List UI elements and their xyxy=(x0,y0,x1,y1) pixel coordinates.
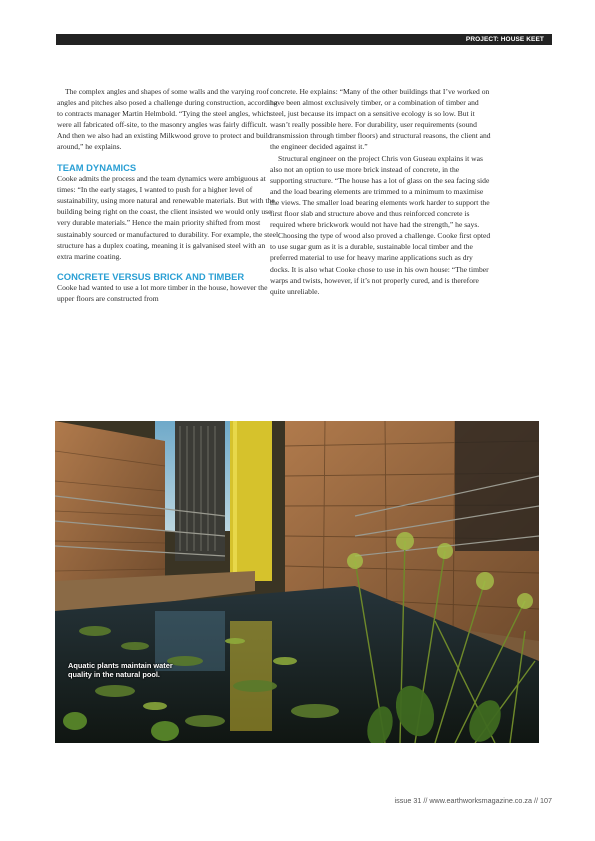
footer-separator: // xyxy=(532,796,540,805)
right-column xyxy=(270,86,492,297)
pool-photo xyxy=(55,421,539,743)
issue-number: issue 31 xyxy=(394,796,422,805)
left-column xyxy=(57,86,279,305)
website-link[interactable]: www.earthworksmagazine.co.za xyxy=(429,796,532,805)
paragraph: The complex angles and shapes of some walls and the varying roof angles and pitches also posed a challenge during construction, according to contracts manager Martin Helmbold. “Tying the steel angles, which were all fabricated off-site, to the masonry angles was fairly difficult. And then we also had an existing Milkwood grove to protect and build around,” he explains. xyxy=(57,87,278,152)
page-footer xyxy=(395,796,552,805)
section-heading: CONCRETE VERSUS BRICK AND TIMBER xyxy=(57,270,245,282)
paragraph: Choosing the type of wood also proved a challenge. Cooke first opted to use sugar gum as it is a durable, sustainable local timber and the preferred material to use for heavy marine applications such as dry docks. It is also what Cooke chose to use in his own house: “The timber warps and twists, however, if it’s not properly cured, and is therefore quite unreliable. xyxy=(270,231,491,296)
footer-separator: // xyxy=(421,796,430,805)
photo-illustration xyxy=(55,421,539,743)
page-number: 107 xyxy=(540,796,552,805)
photo-caption: Aquatic plants maintain water quality in the natural pool. xyxy=(68,661,173,680)
paragraph: Cooke had wanted to use a lot more timber in the house, however the upper floors are constructed from xyxy=(57,283,268,304)
section-heading: TEAM DYNAMICS xyxy=(57,161,137,173)
header-bar xyxy=(56,34,552,45)
section-label: PROJECT: HOUSE KEET xyxy=(465,36,544,43)
paragraph: Structural engineer on the project Chris von Guseau explains it was also not an option to use more brick instead of concrete, in the supporting structure. “The house has a lot of glass on the sea facing side and the load bearing elements are trimmed to a minimum to maximise the views. The smaller load bearing elements work harder to support the first floor slab and structure above and thus reinforced concrete is required where brickwork would not have had the strength,” he says. xyxy=(270,153,490,230)
paragraph: concrete. He explains: “Many of the other buildings that I’ve worked on have been almost exclusively timber, or a combination of timber and steel, just because its impact on a sensitive ecology is so low. But it wasn’t really possible here. For durability, user requirements (sound transmission through timber floors) and structural reasons, the client and the engineer decided against it.” xyxy=(270,87,491,152)
paragraph: Cooke admits the process and the team dynamics were ambiguous at times: “In the early stages, I wanted to push for a higher level of sustainability, using more natural and renewable materials. But with the building being right on the coast, the client insisted we would only use very durable materials.” Hence the main priority shifted from most sustainably sourced or manufactured to durability. For example, the steel structure has a duplex coating, meaning it is galvanised steel with an extra marine coating. xyxy=(57,174,279,261)
